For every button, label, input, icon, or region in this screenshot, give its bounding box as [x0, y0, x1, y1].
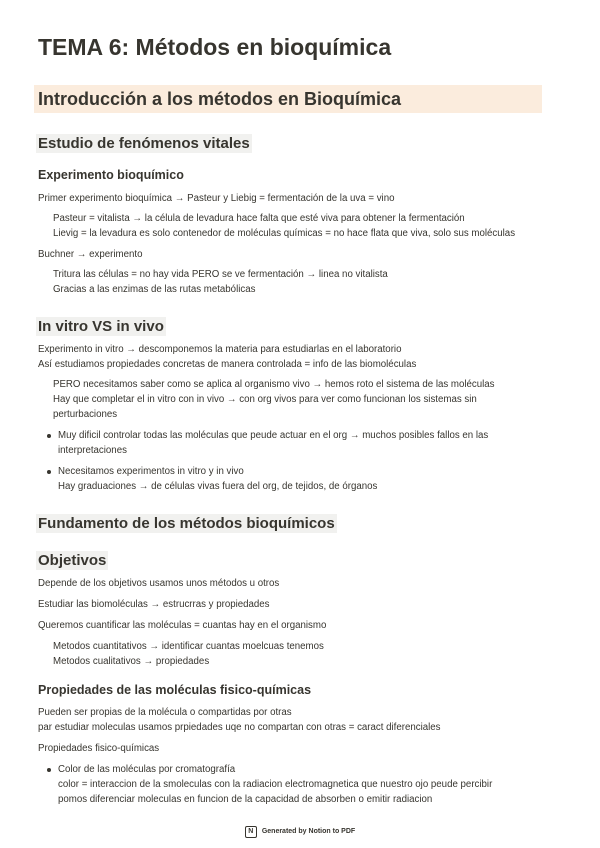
- paragraph-pero: PERO necesitamos saber como se aplica al organismo vivo → hemos roto el sistema de las moléculas: [53, 379, 495, 390]
- paragraph-perturbaciones: perturbaciones: [53, 409, 118, 420]
- footer: [0, 823, 600, 841]
- bullet-dot: [47, 434, 51, 438]
- paragraph-lievig: Lievig = la levadura es solo contenedor de moléculas químicas = no hace flata que viva, solo sus moléculas: [53, 228, 516, 239]
- paragraph-cuantitativos: Metodos cuantitativos → identificar cuantas moelcuas tenemos: [53, 641, 324, 652]
- footer-text: Generated by Notion to PDF: [261, 828, 356, 836]
- heading-experimento: Experimento bioquímico: [38, 168, 184, 182]
- heading-objetivos: Objetivos: [38, 552, 107, 569]
- paragraph-pueden: Pueden ser propias de la molécula o compartidas por otras: [38, 707, 292, 718]
- bullet-1-line-2: interpretaciones: [58, 445, 127, 456]
- bullet-2-line-1: Necesitamos experimentos in vitro y in vivo: [58, 466, 244, 477]
- paragraph-estudiar: Estudiar las biomoléculas → estrucrras y propiedades: [38, 599, 270, 610]
- heading-fundamento: Fundamento de los métodos bioquímicos: [38, 515, 335, 532]
- heading-estudio: Estudio de fenómenos vitales: [38, 135, 250, 152]
- bullet-3-line-1: Color de las moléculas por cromatografía: [58, 764, 236, 775]
- paragraph-cualitativos: Metodos cualitativos → propiedades: [53, 656, 210, 667]
- bullet-1-line-1: Muy dificil controlar todas las moléculas que peude actuar en el org → muchos posibles fallos en las: [58, 430, 489, 441]
- notion-icon: N: [245, 826, 257, 838]
- paragraph-asi: Así estudiamos propiedades concretas de manera controlada = info de las biomoléculas: [38, 359, 417, 370]
- paragraph-propiedades-fq: Propiedades fisico-químicas: [38, 743, 160, 754]
- bullet-dot: [47, 470, 51, 474]
- heading-invitro: In vitro VS in vivo: [38, 318, 164, 335]
- paragraph-para: par estudiar moleculas usamos prpiedades uqe no compartan con otras = caract diferenciales: [38, 722, 441, 733]
- paragraph-hay: Hay que completar el in vitro con in vivo → con org vivos para ver como funcionan los sistemas sin: [53, 394, 477, 405]
- heading-intro-text: Introducción a los métodos en Bioquímica: [38, 89, 402, 109]
- paragraph-gracias: Gracias a las enzimas de las rutas metabólicas: [53, 284, 256, 295]
- paragraph-exp-invitro: Experimento in vitro → descomponemos la materia para estudiarlas en el laboratorio: [38, 344, 402, 355]
- paragraph-buchner: Buchner → experimento: [38, 249, 143, 260]
- paragraph-tritura: Tritura las células = no hay vida PERO se ve fermentación → linea no vitalista: [53, 269, 388, 280]
- bullet-3-line-3: pomos diferenciar moleculas en funcion de la capacidad de absorben o emitir radiacion: [58, 794, 433, 805]
- paragraph-primer: Primer experimento bioquímica → Pasteur y Liebig = fermentación de la uva = vino: [38, 193, 395, 204]
- paragraph-depende: Depende de los objetivos usamos unos métodos u otros: [38, 578, 280, 589]
- paragraph-queremos: Queremos cuantificar las moléculas = cuantas hay en el organismo: [38, 620, 327, 631]
- bullet-3-line-2: color = interaccion de la smoleculas con la radiacion electromagnetica que nuestro ojo peude percibir: [58, 779, 493, 790]
- heading-intro: [34, 85, 542, 113]
- page-title: TEMA 6: Métodos en bioquímica: [38, 34, 392, 60]
- heading-propiedades: Propiedades de las moléculas fisico-químicas: [38, 683, 312, 697]
- bullet-2-line-2: Hay graduaciones → de células vivas fuera del org, de tejidos, de órganos: [58, 481, 378, 492]
- paragraph-pasteur: Pasteur = vitalista → la célula de levadura hace falta que esté viva para obtener la fermentación: [53, 213, 465, 224]
- bullet-dot: [47, 768, 51, 772]
